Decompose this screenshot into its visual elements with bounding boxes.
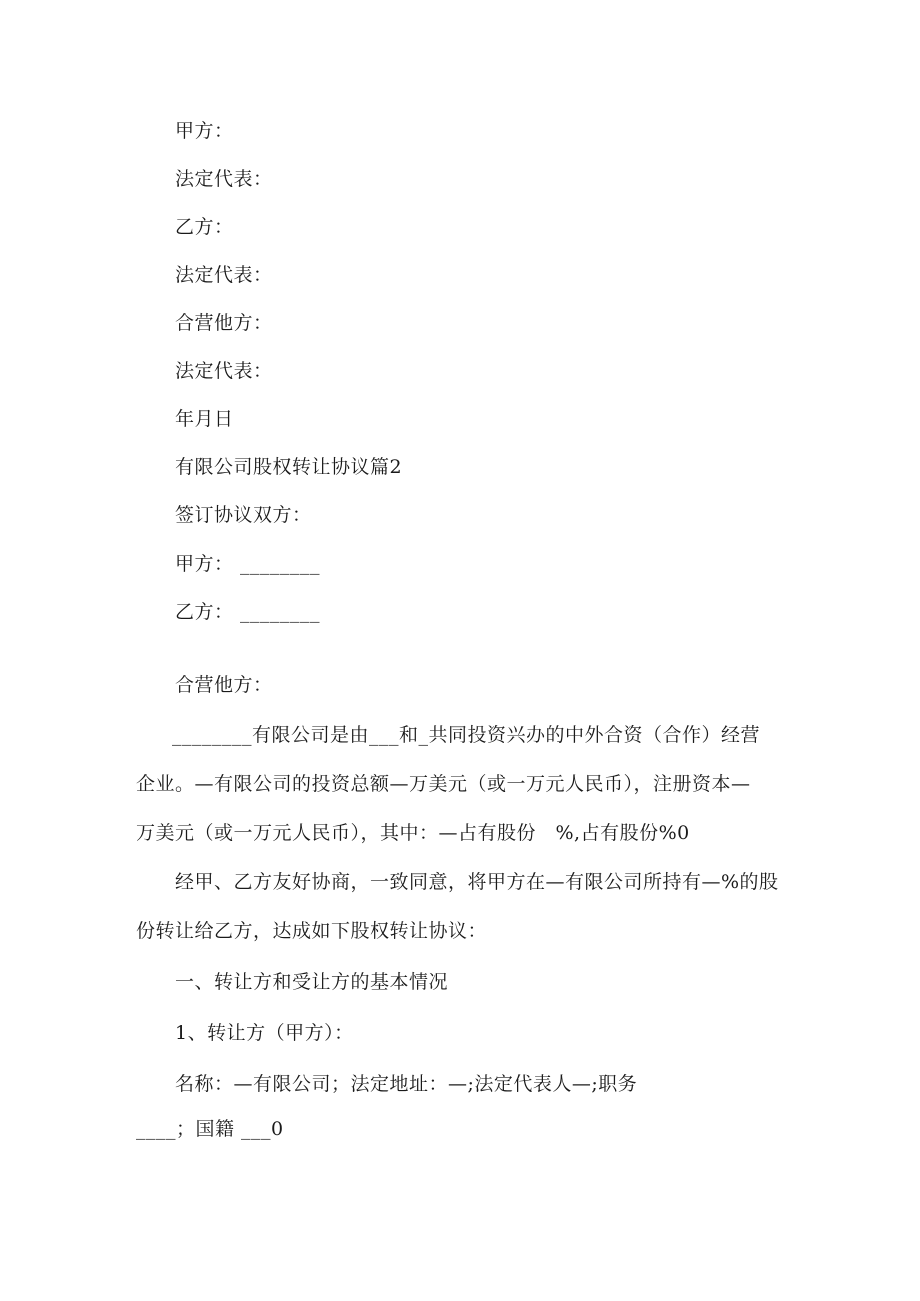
joint-party-label: 合营他方： [175, 674, 273, 696]
legal-rep-label: 法定代表： [175, 360, 273, 382]
party-b-field: 乙方： ________ [175, 601, 321, 623]
legal-rep-label: 法定代表： [175, 264, 273, 286]
item-detail-line: ____；国籍 ___0 [136, 1118, 284, 1140]
body-paragraph-line: 份转让给乙方，达成如下股权转让协议： [136, 920, 488, 942]
party-a-field: 甲方： ________ [175, 553, 321, 575]
body-paragraph-line: ________有限公司是由___和_共同投资兴办的中外合资（合作）经营 [172, 724, 761, 746]
party-a-label: 甲方： [175, 120, 234, 142]
item-detail-line: 名称：—有限公司；法定地址：—;法定代表人—;职务 [175, 1073, 638, 1095]
signing-parties-label: 签订协议双方： [175, 504, 312, 526]
body-paragraph-line: 万美元（或一万元人民币），其中：—占有股份 %,占有股份%0 [136, 822, 690, 844]
subsection-heading: 一、转让方和受让方的基本情况 [175, 971, 449, 993]
joint-party-label: 合营他方： [175, 312, 273, 334]
date-line: 年月日 [175, 408, 234, 430]
legal-rep-label: 法定代表： [175, 168, 273, 190]
party-b-label: 乙方： [175, 216, 234, 238]
body-paragraph-line: 企业。—有限公司的投资总额—万美元（或一万元人民币），注册资本— [136, 773, 751, 795]
section-title: 有限公司股权转让协议篇2 [175, 456, 403, 478]
item-heading: 1、转让方（甲方）： [175, 1022, 354, 1044]
body-paragraph-line: 经甲、乙方友好协商，一致同意，将甲方在—有限公司所持有—%的股 [175, 871, 779, 893]
